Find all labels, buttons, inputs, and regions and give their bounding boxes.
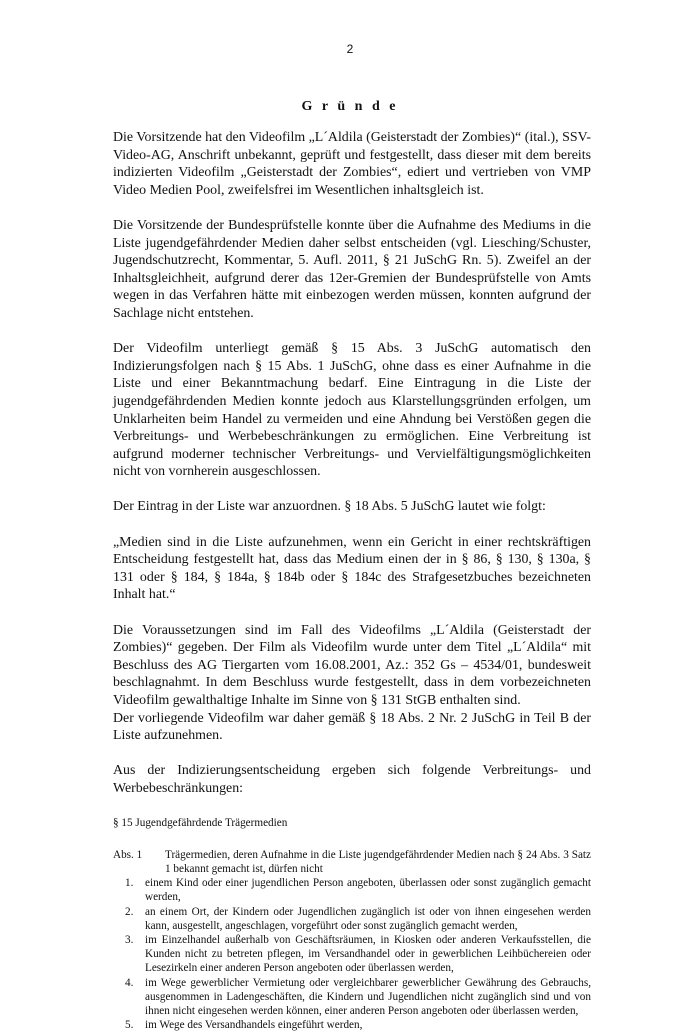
law-section-title: § 15 Jugendgefährdende Trägermedien — [113, 816, 288, 829]
list-item-text: im Wege des Versandhandels eingeführt werden, — [145, 1019, 363, 1032]
paragraph-4: Der Eintrag in der Liste war anzuordnen. § 18 Abs. 5 JuSchG lautet wie folgt: — [113, 499, 546, 515]
list-item — [113, 976, 591, 1019]
list-item — [113, 1018, 591, 1032]
list-item — [113, 933, 591, 976]
list-item-number: 4. — [125, 976, 134, 989]
law-item-list — [113, 876, 591, 1032]
section-heading: G r ü n d e — [301, 99, 399, 114]
law-abs-1 — [113, 848, 591, 876]
list-item-number: 3. — [125, 933, 134, 946]
list-item-text: einem Kind oder einer jugendlichen Person angeboten, überlassen oder sonst zugänglich gemacht werden, — [145, 877, 591, 904]
paragraph-8: Aus der Indizierungsentscheidung ergeben sich folgende Verbreitungs- und Werbebeschränkungen: — [113, 763, 591, 796]
list-item-number: 5. — [125, 1019, 134, 1032]
list-item-number: 1. — [125, 877, 134, 890]
list-item-number: 2. — [125, 905, 134, 918]
abs-label: Abs. 1 — [113, 848, 143, 861]
list-item — [113, 876, 591, 904]
list-item — [113, 905, 591, 933]
paragraph-6: Die Voraussetzungen sind im Fall des Videofilms „L´Aldila (Geisterstadt der Zombies)“ gegeben. Der Film als Videofilm wurde unter dem Titel „L´Aldila“ mit Beschluss des AG Tiergarten vom 16.08.2001, Az.: 352 Gs – 4534/01, bundesweit beschlagnahmt. In dem Beschluss wurde festgestellt, dass in dem vorbezeichneten Videofilm gewalthaltige Inhalte im Sinne von § 131 StGB enthalten sind. — [113, 622, 591, 708]
list-item-text: im Einzelhandel außerhalb von Geschäftsräumen, in Kiosken oder anderen Verkaufsstellen, die Kunden nicht zu betreten pflegen, im Versandhandel oder in gewerblichen Leihbüchereien oder Lesezirkeln einer anderen Person angeboten oder überlassen werden, — [145, 933, 591, 975]
paragraph-1: Die Vorsitzende hat den Videofilm „L´Aldila (Geisterstadt der Zombies)“ (ital.), SSV-Video-AG, Anschrift unbekannt, geprüft und festgestellt, dass dieser mit dem bereits indizierten Videofilm „Geisterstadt der Zombies“, ediert und vertrieben von VMP Video Medien Pool, zweifelsfrei im Wesentlichen inhaltsgleich ist. — [113, 130, 591, 198]
paragraph-7: Der vorliegende Videofilm war daher gemäß § 18 Abs. 2 Nr. 2 JuSchG in Teil B der Liste aufzunehmen. — [113, 710, 591, 744]
list-item-text: im Wege gewerblicher Vermietung oder vergleichbarer gewerblicher Gewährung des Gebrauchs, ausgenommen in Ladengeschäften, die Kindern und Jugendlichen nicht zugänglich sind und von ihnen nicht eingesehen werden können, einer anderen Person angeboten oder überlassen werden, — [145, 976, 591, 1017]
document-body — [113, 129, 591, 1032]
quote-paragraph: „Medien sind in die Liste aufzunehmen, wenn ein Gericht in einer rechtskräftigen Entscheidung festgestellt hat, dass das Medium einen der in § 86, § 130, § 130a, § 131 oder § 184, § 184a, § 184b oder § 184c des Strafgesetzbuches bezeichneten Inhalt hat.“ — [113, 534, 591, 603]
list-item-text: an einem Ort, der Kindern oder Jugendlichen zugänglich ist oder von ihnen eingesehen werden kann, ausgestellt, angeschlagen, vorgeführt oder sonst zugänglich gemacht werden, — [145, 905, 591, 932]
page-number: 2 — [346, 42, 354, 56]
abs-text: Trägermedien, deren Aufnahme in die Liste jugendgefährdender Medien nach § 24 Abs. 3 Satz 1 bekannt gemacht ist, dürfen nicht — [165, 848, 591, 875]
paragraph-2: Die Vorsitzende der Bundesprüfstelle konnte über die Aufnahme des Mediums in die Liste jugendgefährdender Medien daher selbst entscheiden (vgl. Liesching/Schuster, Jugendschutzrecht, Kommentar, 5. Aufl. 2011, § 21 JuSchG Rn. 5). Zweifel an der Inhaltsgleichheit, aufgrund derer das 12er-Gremien der Bundesprüfstelle von Amts wegen in das Verfahren hätte mit einbezogen werden müssen, konnten aufgrund der Sachlage nicht entstehen. — [113, 217, 591, 321]
paragraph-3: Der Videofilm unterliegt gemäß § 15 Abs. 3 JuSchG automatisch den Indizierungsfolgen nach § 15 Abs. 1 JuSchG, ohne dass es einer Aufnahme in die Liste und einer Bekanntmachung bedarf. Eine Eintragung in die Liste der jugendgefährdenden Medien konnte jedoch aus Klarstellungsgründen erfolgen, um Unklarheiten beim Handel zu vermeiden und eine Ahndung bei Verstößen gegen die Verbreitungs- und Werbebeschränkungen zu ermöglichen. Eine Verbreitung ist aufgrund moderner technischer Verbreitungs- und Vervielfältigungsmöglichkeiten nicht von vornherein ausgeschlossen. — [113, 341, 591, 480]
